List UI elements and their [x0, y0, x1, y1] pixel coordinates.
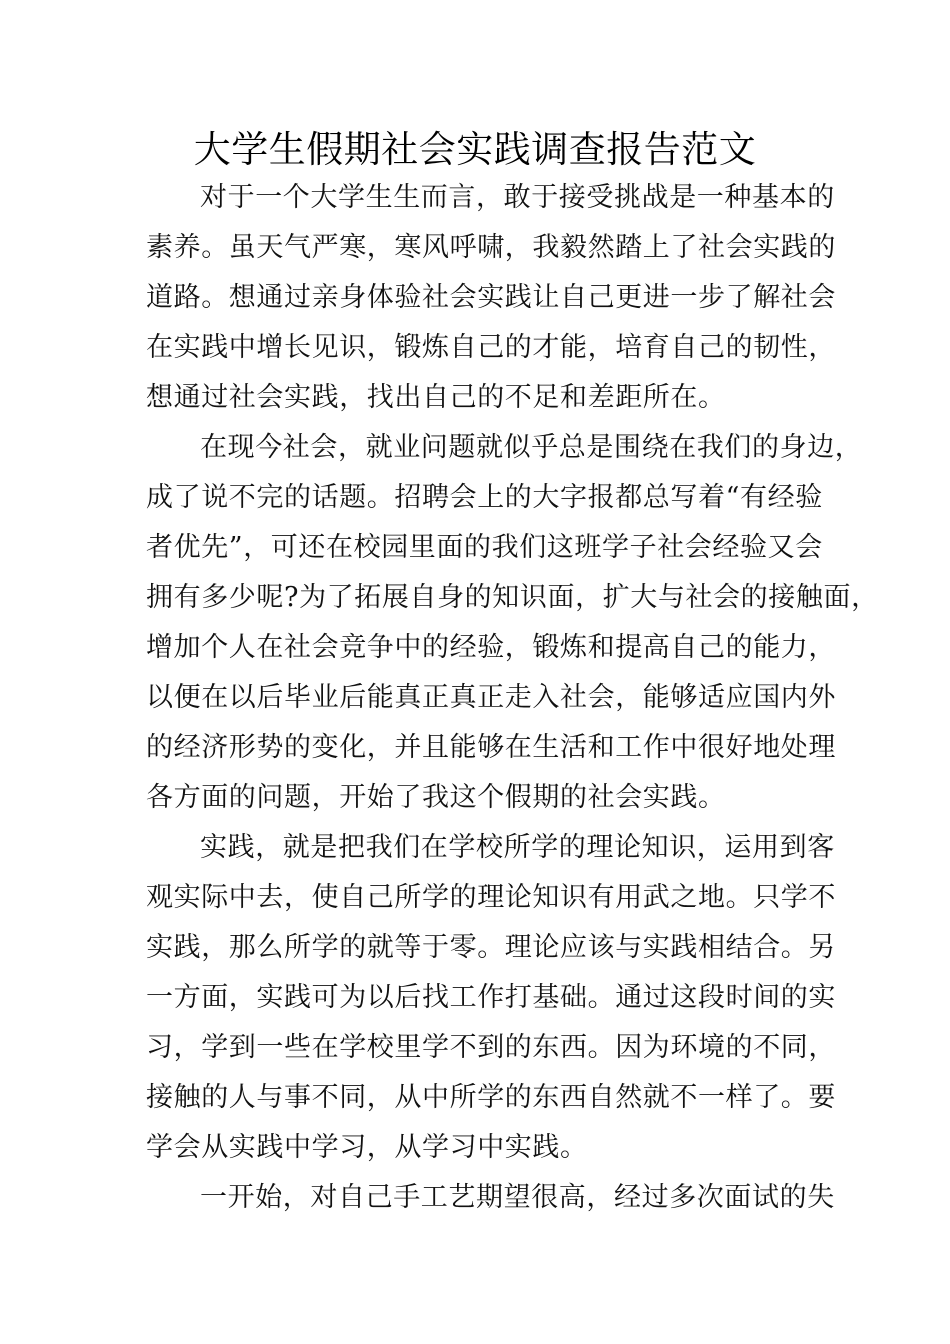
paragraph-2-line-2: 成了说不完的话题。招聘会上的大字报都总写着“有经验: [146, 482, 823, 513]
paragraph-1-line-2: 素养。虽天气严寒，寒风呼啸，我毅然踏上了社会实践的: [146, 232, 836, 263]
paragraph-2-line-6: 以便在以后毕业后能真正真正走入社会，能够适应国内外: [146, 682, 836, 713]
paragraph-2-line-8: 各方面的问题，开始了我这个假期的社会实践。: [146, 782, 726, 813]
paragraph-2-line-4: 拥有多少呢?为了拓展自身的知识面，扩大与社会的接触面，: [146, 582, 879, 613]
paragraph-2-line-3: 者优先”，可还在校园里面的我们这班学子社会经验又会: [146, 532, 823, 563]
document-title: 大学生假期社会实践调查报告范文: [193, 128, 757, 171]
paragraph-2-line-1: 在现今社会，就业问题就似乎总是围绕在我们的身边，: [200, 432, 863, 463]
paragraph-2-line-7: 的经济形势的变化，并且能够在生活和工作中很好地处理: [146, 732, 836, 763]
paragraph-3-line-7: 学会从实践中学习，从学习中实践。: [146, 1132, 588, 1163]
paragraph-3-line-4: 一方面，实践可为以后找工作打基础。通过这段时间的实: [146, 982, 836, 1013]
paragraph-3-line-1: 实践，就是把我们在学校所学的理论知识，运用到客: [200, 832, 835, 863]
paragraph-3-line-6: 接触的人与事不同，从中所学的东西自然就不一样了。要: [146, 1082, 836, 1113]
paragraph-3-line-5: 习，学到一些在学校里学不到的东西。因为环境的不同，: [146, 1032, 836, 1063]
paragraph-1-line-5: 想通过社会实践，找出自己的不足和差距所在。: [146, 382, 726, 413]
paragraph-3-line-3: 实践，那么所学的就等于零。理论应该与实践相结合。另: [146, 932, 836, 963]
paragraph-1-line-3: 道路。想通过亲身体验社会实践让自己更进一步了解社会: [146, 282, 836, 313]
paragraph-3-line-2: 观实际中去，使自己所学的理论知识有用武之地。只学不: [146, 882, 836, 913]
paragraph-4-line-1: 一开始，对自己手工艺期望很高，经过多次面试的失: [200, 1182, 835, 1213]
paragraph-1-line-1: 对于一个大学生生而言，敢于接受挑战是一种基本的: [200, 182, 835, 213]
paragraph-1-line-4: 在实践中增长见识，锻炼自己的才能，培育自己的韧性，: [146, 332, 836, 363]
paragraph-2-line-5: 增加个人在社会竞争中的经验，锻炼和提高自己的能力，: [146, 632, 836, 663]
